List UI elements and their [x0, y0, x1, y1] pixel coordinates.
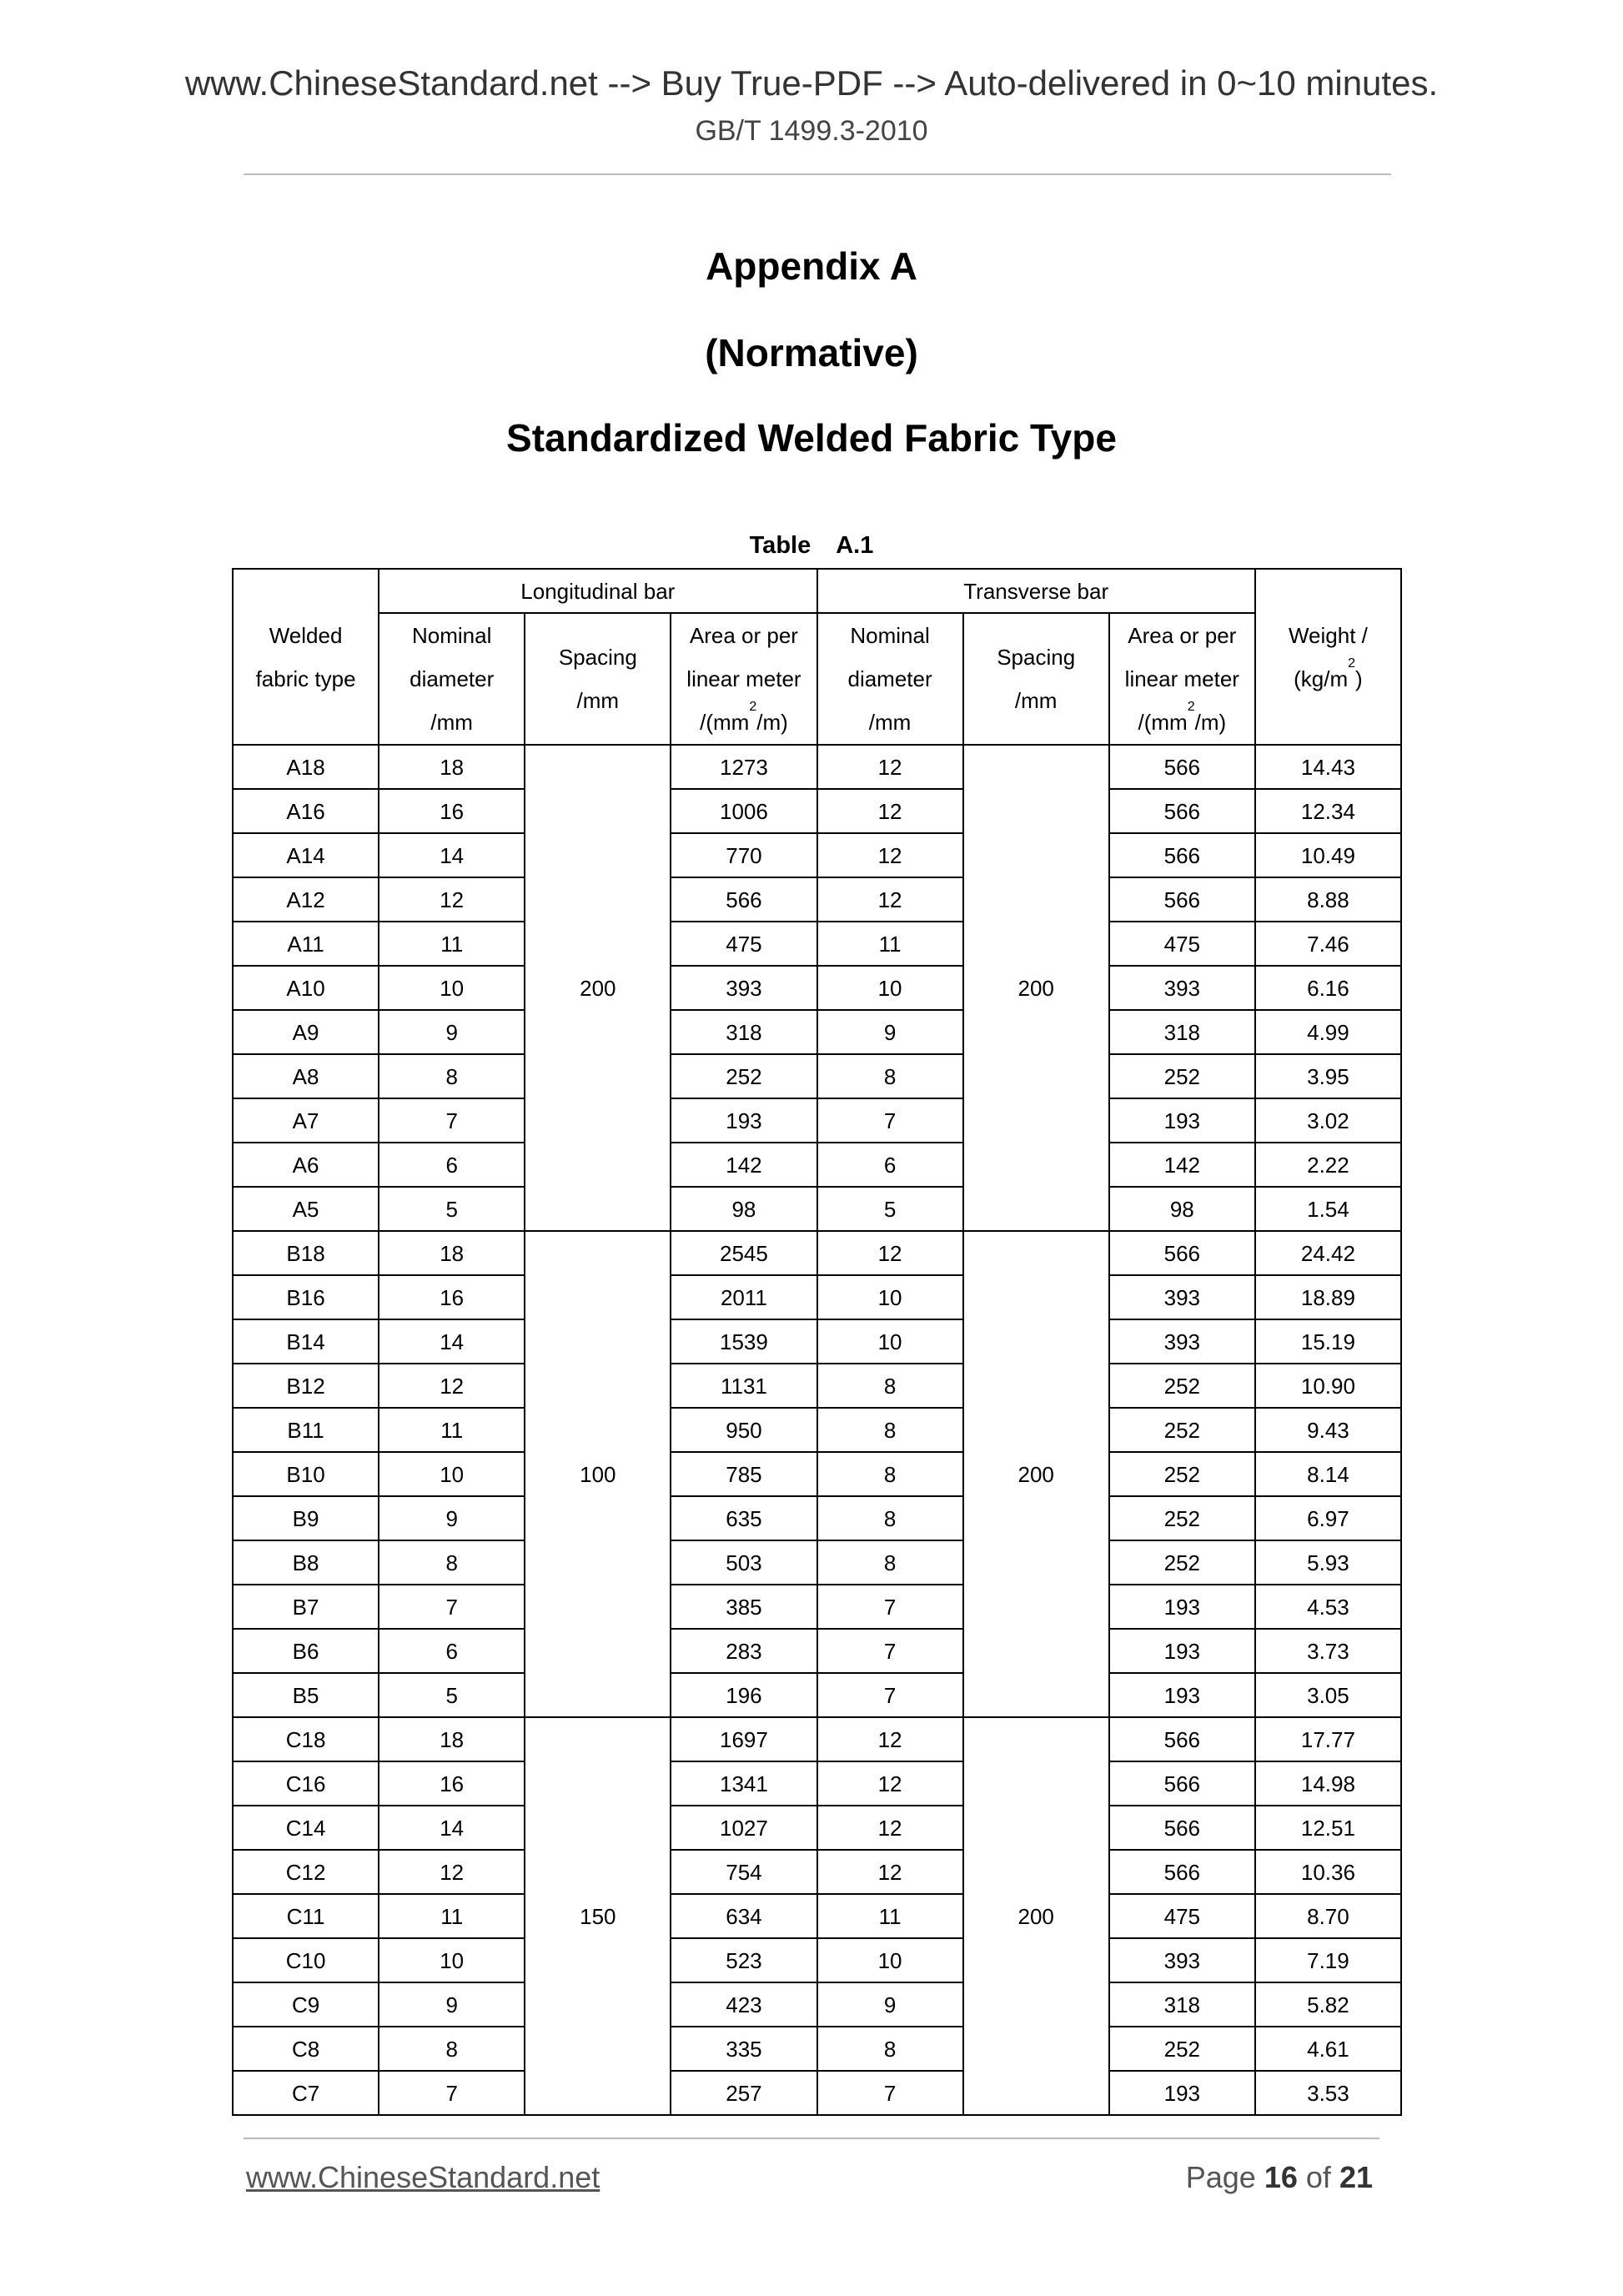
cell-trans-diameter: 12: [817, 1806, 963, 1850]
cell-trans-area: 393: [1109, 1275, 1255, 1319]
cell-long-diameter: 10: [379, 966, 525, 1010]
cell-fabric-type: B16: [233, 1275, 379, 1319]
cell-weight: 12.51: [1255, 1806, 1401, 1850]
cell-trans-diameter: 11: [817, 1894, 963, 1938]
page-indicator: Page 16 of 21: [1185, 2160, 1373, 2194]
cell-trans-diameter: 10: [817, 1275, 963, 1319]
cell-trans-area: 566: [1109, 1850, 1255, 1894]
cell-long-area: 2545: [671, 1231, 817, 1275]
cell-long-area: 1341: [671, 1761, 817, 1806]
cell-fabric-type: A14: [233, 833, 379, 877]
cell-weight: 4.53: [1255, 1585, 1401, 1629]
cell-trans-area: 475: [1109, 922, 1255, 966]
cell-long-area: 566: [671, 877, 817, 922]
cell-trans-diameter: 8: [817, 1496, 963, 1540]
cell-fabric-type: B14: [233, 1319, 379, 1364]
cell-trans-area: 193: [1109, 1098, 1255, 1143]
cell-weight: 8.70: [1255, 1894, 1401, 1938]
table-row: [233, 922, 1401, 966]
page-title: Standardized Welded Fabric Type: [506, 416, 1117, 460]
cell-long-diameter: 14: [379, 1319, 525, 1364]
cell-long-diameter: 14: [379, 1806, 525, 1850]
table-row: [233, 1452, 1401, 1496]
cell-long-diameter: 6: [379, 1629, 525, 1673]
cell-trans-area: 193: [1109, 1673, 1255, 1717]
table-row: [233, 877, 1401, 922]
cell-trans-diameter: 12: [817, 1761, 963, 1806]
cell-fabric-type: A16: [233, 789, 379, 833]
cell-fabric-type: A7: [233, 1098, 379, 1143]
cell-fabric-type: B10: [233, 1452, 379, 1496]
cell-long-diameter: 9: [379, 1982, 525, 2027]
footer-website-link[interactable]: www.ChineseStandard.net: [246, 2160, 600, 2194]
cell-fabric-type: B18: [233, 1231, 379, 1275]
table-row: [233, 1408, 1401, 1452]
cell-long-diameter: 18: [379, 745, 525, 789]
cell-fabric-type: C8: [233, 2027, 379, 2071]
cell-weight: 7.46: [1255, 922, 1401, 966]
cell-weight: 3.73: [1255, 1629, 1401, 1673]
cell-long-area: 423: [671, 1982, 817, 2027]
cell-trans-area: 252: [1109, 1452, 1255, 1496]
table-row: [233, 2071, 1401, 2115]
cell-trans-area: 252: [1109, 1054, 1255, 1098]
cell-trans-diameter: 7: [817, 1585, 963, 1629]
cell-trans-diameter: 8: [817, 1540, 963, 1585]
banner-text: www.ChineseStandard.net --> Buy True-PDF --> Auto-delivered in 0~10 minutes.: [184, 63, 1439, 103]
table-row: [233, 2027, 1401, 2071]
cell-trans-diameter: 7: [817, 1673, 963, 1717]
cell-long-area: 475: [671, 922, 817, 966]
normative-label: (Normative): [705, 331, 918, 374]
cell-fabric-type: A6: [233, 1143, 379, 1187]
cell-weight: 3.02: [1255, 1098, 1401, 1143]
cell-weight: 5.82: [1255, 1982, 1401, 2027]
table-row: [233, 1010, 1401, 1054]
table-row: [233, 1231, 1401, 1275]
cell-fabric-type: A5: [233, 1187, 379, 1231]
cell-trans-diameter: 10: [817, 966, 963, 1010]
cell-trans-area: 566: [1109, 1761, 1255, 1806]
cell-long-area: 257: [671, 2071, 817, 2115]
cell-trans-area: 98: [1109, 1187, 1255, 1231]
cell-trans-spacing: 200: [963, 1717, 1109, 2115]
cell-long-diameter: 16: [379, 1761, 525, 1806]
cell-fabric-type: A11: [233, 922, 379, 966]
header-transverse: Transverse bar: [817, 569, 1255, 613]
cell-long-area: 1697: [671, 1717, 817, 1761]
cell-trans-diameter: 7: [817, 2071, 963, 2115]
table-row: [233, 1806, 1401, 1850]
cell-weight: 8.88: [1255, 877, 1401, 922]
cell-long-area: 634: [671, 1894, 817, 1938]
header-long-area: Area or per linear meter $/(mm^2/m)$: [671, 613, 817, 745]
cell-trans-area: 566: [1109, 745, 1255, 789]
cell-long-spacing: 200: [525, 745, 671, 1231]
cell-trans-diameter: 12: [817, 1850, 963, 1894]
cell-trans-area: 318: [1109, 1982, 1255, 2027]
header-divider: [244, 173, 1391, 175]
table-body: [233, 745, 1401, 2115]
cell-trans-diameter: 8: [817, 2027, 963, 2071]
header-longitudinal: Longitudinal bar: [379, 569, 817, 613]
cell-fabric-type: B6: [233, 1629, 379, 1673]
table-row: [233, 1054, 1401, 1098]
cell-fabric-type: C11: [233, 1894, 379, 1938]
cell-weight: 24.42: [1255, 1231, 1401, 1275]
cell-long-diameter: 5: [379, 1673, 525, 1717]
cell-long-diameter: 16: [379, 789, 525, 833]
cell-trans-area: 193: [1109, 1629, 1255, 1673]
cell-weight: 6.16: [1255, 966, 1401, 1010]
table-row: [233, 1673, 1401, 1717]
table-row: [233, 1850, 1401, 1894]
cell-long-diameter: 12: [379, 1850, 525, 1894]
cell-weight: 3.05: [1255, 1673, 1401, 1717]
cell-fabric-type: A18: [233, 745, 379, 789]
cell-trans-spacing: 200: [963, 1231, 1109, 1717]
cell-weight: 1.54: [1255, 1187, 1401, 1231]
cell-trans-diameter: 7: [817, 1098, 963, 1143]
cell-trans-area: 566: [1109, 1717, 1255, 1761]
cell-long-diameter: 11: [379, 922, 525, 966]
cell-fabric-type: C10: [233, 1938, 379, 1982]
table-row: [233, 1585, 1401, 1629]
cell-fabric-type: C16: [233, 1761, 379, 1806]
cell-long-diameter: 10: [379, 1938, 525, 1982]
cell-weight: 10.90: [1255, 1364, 1401, 1408]
cell-trans-diameter: 9: [817, 1010, 963, 1054]
cell-weight: 10.36: [1255, 1850, 1401, 1894]
cell-long-diameter: 8: [379, 1054, 525, 1098]
cell-long-area: 2011: [671, 1275, 817, 1319]
cell-fabric-type: A12: [233, 877, 379, 922]
cell-long-diameter: 6: [379, 1143, 525, 1187]
table-row: [233, 1319, 1401, 1364]
cell-weight: 18.89: [1255, 1275, 1401, 1319]
cell-fabric-type: C7: [233, 2071, 379, 2115]
cell-trans-diameter: 7: [817, 1629, 963, 1673]
cell-long-diameter: 14: [379, 833, 525, 877]
table-row: [233, 966, 1401, 1010]
cell-long-area: 1539: [671, 1319, 817, 1364]
header-weight: Weight / $(kg/m^2)$: [1255, 569, 1401, 745]
cell-trans-area: 566: [1109, 1806, 1255, 1850]
cell-fabric-type: B11: [233, 1408, 379, 1452]
caption-id: A.1: [836, 532, 874, 559]
cell-weight: 6.97: [1255, 1496, 1401, 1540]
cell-trans-diameter: 12: [817, 1231, 963, 1275]
cell-trans-area: 193: [1109, 1585, 1255, 1629]
footer-divider: [244, 2138, 1379, 2139]
cell-fabric-type: A9: [233, 1010, 379, 1054]
cell-long-area: 335: [671, 2027, 817, 2071]
cell-long-diameter: 16: [379, 1275, 525, 1319]
cell-long-diameter: 7: [379, 1098, 525, 1143]
cell-long-area: 1006: [671, 789, 817, 833]
cell-fabric-type: A10: [233, 966, 379, 1010]
cell-long-diameter: 12: [379, 877, 525, 922]
cell-fabric-type: A8: [233, 1054, 379, 1098]
cell-weight: 2.22: [1255, 1143, 1401, 1187]
cell-weight: 3.53: [1255, 2071, 1401, 2115]
cell-fabric-type: C12: [233, 1850, 379, 1894]
cell-trans-area: 252: [1109, 1408, 1255, 1452]
cell-long-diameter: 7: [379, 1585, 525, 1629]
cell-weight: 14.43: [1255, 745, 1401, 789]
cell-long-area: 1273: [671, 745, 817, 789]
cell-trans-area: 566: [1109, 877, 1255, 922]
table-row: [233, 1275, 1401, 1319]
table-row: [233, 1938, 1401, 1982]
cell-weight: 12.34: [1255, 789, 1401, 833]
table-row: [233, 1540, 1401, 1585]
cell-fabric-type: C14: [233, 1806, 379, 1850]
cell-long-spacing: 100: [525, 1231, 671, 1717]
cell-trans-diameter: 12: [817, 1717, 963, 1761]
cell-trans-diameter: 12: [817, 833, 963, 877]
cell-weight: 9.43: [1255, 1408, 1401, 1452]
cell-long-area: 142: [671, 1143, 817, 1187]
cell-long-area: 523: [671, 1938, 817, 1982]
cell-long-area: 193: [671, 1098, 817, 1143]
cell-long-area: 1131: [671, 1364, 817, 1408]
cell-trans-area: 393: [1109, 1938, 1255, 1982]
cell-trans-area: 475: [1109, 1894, 1255, 1938]
cell-fabric-type: B9: [233, 1496, 379, 1540]
cell-fabric-type: B8: [233, 1540, 379, 1585]
cell-trans-area: 566: [1109, 1231, 1255, 1275]
table-row: [233, 1496, 1401, 1540]
cell-long-area: 252: [671, 1054, 817, 1098]
table-row: [233, 1717, 1401, 1761]
table-row: [233, 1187, 1401, 1231]
cell-long-area: 754: [671, 1850, 817, 1894]
cell-trans-area: 193: [1109, 2071, 1255, 2115]
cell-weight: 10.49: [1255, 833, 1401, 877]
header-trans-spacing: Spacing /mm: [963, 613, 1109, 745]
cell-long-diameter: 5: [379, 1187, 525, 1231]
cell-fabric-type: B7: [233, 1585, 379, 1629]
cell-weight: 7.19: [1255, 1938, 1401, 1982]
header-long-spacing: Spacing /mm: [525, 613, 671, 745]
cell-weight: 5.93: [1255, 1540, 1401, 1585]
cell-trans-diameter: 8: [817, 1452, 963, 1496]
cell-fabric-type: B5: [233, 1673, 379, 1717]
cell-trans-area: 393: [1109, 966, 1255, 1010]
cell-trans-diameter: 8: [817, 1054, 963, 1098]
header-long-diameter: Nominal diameter /mm: [379, 613, 525, 745]
table-row: [233, 1982, 1401, 2027]
cell-long-diameter: 11: [379, 1408, 525, 1452]
cell-trans-diameter: 5: [817, 1187, 963, 1231]
cell-trans-area: 142: [1109, 1143, 1255, 1187]
cell-long-area: 98: [671, 1187, 817, 1231]
cell-long-area: 635: [671, 1496, 817, 1540]
cell-long-area: 283: [671, 1629, 817, 1673]
cell-trans-area: 566: [1109, 789, 1255, 833]
cell-long-area: 770: [671, 833, 817, 877]
cell-weight: 4.99: [1255, 1010, 1401, 1054]
cell-trans-diameter: 11: [817, 922, 963, 966]
cell-trans-diameter: 10: [817, 1319, 963, 1364]
cell-fabric-type: C9: [233, 1982, 379, 2027]
cell-trans-diameter: 9: [817, 1982, 963, 2027]
cell-trans-spacing: 200: [963, 745, 1109, 1231]
standard-number: GB/T 1499.3-2010: [695, 115, 928, 147]
cell-long-diameter: 10: [379, 1452, 525, 1496]
cell-long-area: 1027: [671, 1806, 817, 1850]
cell-trans-diameter: 8: [817, 1364, 963, 1408]
cell-trans-area: 252: [1109, 2027, 1255, 2071]
cell-weight: 4.61: [1255, 2027, 1401, 2071]
cell-long-area: 385: [671, 1585, 817, 1629]
cell-trans-diameter: 12: [817, 789, 963, 833]
cell-long-diameter: 11: [379, 1894, 525, 1938]
table-row: [233, 1629, 1401, 1673]
cell-long-area: 950: [671, 1408, 817, 1452]
cell-weight: 14.98: [1255, 1761, 1401, 1806]
cell-trans-diameter: 8: [817, 1408, 963, 1452]
table-row: [233, 745, 1401, 789]
cell-long-diameter: 8: [379, 1540, 525, 1585]
cell-trans-area: 566: [1109, 833, 1255, 877]
cell-long-diameter: 18: [379, 1717, 525, 1761]
cell-long-area: 503: [671, 1540, 817, 1585]
cell-long-area: 785: [671, 1452, 817, 1496]
cell-weight: 3.95: [1255, 1054, 1401, 1098]
cell-long-diameter: 7: [379, 2071, 525, 2115]
table-caption: [0, 532, 1623, 560]
cell-weight: 8.14: [1255, 1452, 1401, 1496]
header-trans-area: Area or per linear meter $/(mm^2/m)$: [1109, 613, 1255, 745]
cell-long-area: 393: [671, 966, 817, 1010]
cell-trans-area: 252: [1109, 1540, 1255, 1585]
table-row: [233, 1364, 1401, 1408]
table-row: [233, 789, 1401, 833]
cell-long-diameter: 9: [379, 1496, 525, 1540]
cell-trans-diameter: 6: [817, 1143, 963, 1187]
cell-weight: 15.19: [1255, 1319, 1401, 1364]
table-row: [233, 1143, 1401, 1187]
cell-long-diameter: 12: [379, 1364, 525, 1408]
cell-trans-area: 393: [1109, 1319, 1255, 1364]
table-row: [233, 1894, 1401, 1938]
cell-long-diameter: 18: [379, 1231, 525, 1275]
appendix-heading: Appendix A: [706, 244, 917, 288]
header-trans-diameter: Nominal diameter /mm: [817, 613, 963, 745]
cell-trans-area: 252: [1109, 1496, 1255, 1540]
cell-long-spacing: 150: [525, 1717, 671, 2115]
welded-fabric-table: [232, 568, 1402, 2116]
table-row: [233, 1098, 1401, 1143]
cell-long-area: 318: [671, 1010, 817, 1054]
cell-long-diameter: 9: [379, 1010, 525, 1054]
cell-trans-area: 252: [1109, 1364, 1255, 1408]
cell-long-diameter: 8: [379, 2027, 525, 2071]
cell-trans-diameter: 12: [817, 745, 963, 789]
caption-prefix: Table: [749, 532, 812, 559]
cell-fabric-type: B12: [233, 1364, 379, 1408]
table-row: [233, 1761, 1401, 1806]
cell-fabric-type: C18: [233, 1717, 379, 1761]
cell-long-area: 196: [671, 1673, 817, 1717]
cell-trans-diameter: 12: [817, 877, 963, 922]
table-row: [233, 833, 1401, 877]
header-fabric-type: Welded fabric type: [233, 569, 379, 745]
cell-weight: 17.77: [1255, 1717, 1401, 1761]
cell-trans-diameter: 10: [817, 1938, 963, 1982]
cell-trans-area: 318: [1109, 1010, 1255, 1054]
